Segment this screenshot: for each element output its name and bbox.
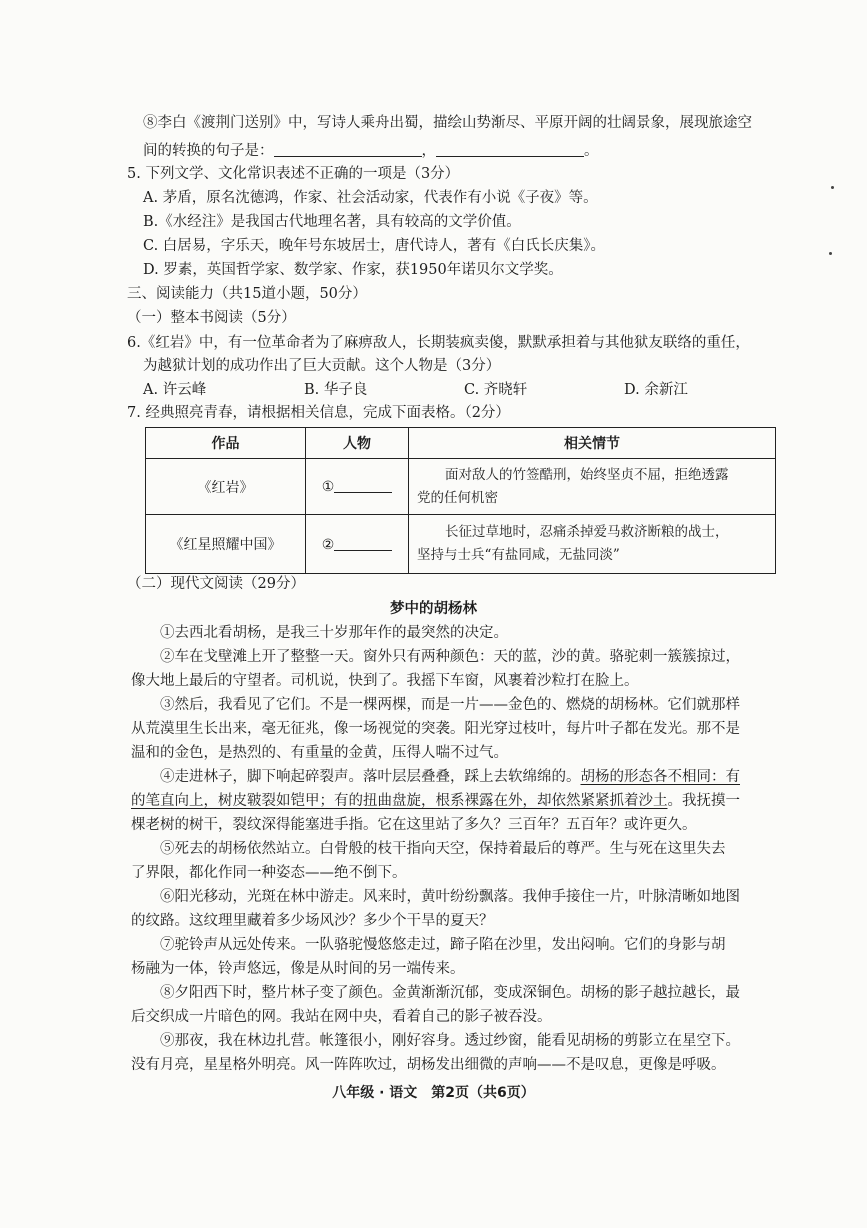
underlined-sentence: 胡杨的形态各不相同：有 <box>580 769 740 785</box>
q7-table <box>145 427 776 574</box>
q6-option-d: D. 余新江 <box>624 382 688 398</box>
q6-line2: 为越狱计划的成功作出了巨大贡献。这个人物是（3分） <box>143 358 501 374</box>
q5-option-a: A. 茅盾，原名沈德鸿，作家、社会活动家，代表作有小说《子夜》等。 <box>143 190 598 206</box>
q7-stem: 7. 经典照亮青春，请根据相关信息，完成下面表格。（2分） <box>127 405 510 421</box>
row2-person: ② <box>306 515 409 574</box>
para-5-line1: ⑤死去的胡杨依然站立。白骨般的枝干指向天空，保持着最后的尊严。生与死在这里失去 <box>160 841 726 857</box>
para-7-line1: ⑦驼铃声从远处传来。一队骆驼慢悠悠走过，蹄子陷在沙里，发出闷响。它们的身影与胡 <box>160 937 726 953</box>
part-2-heading: （二）现代文阅读（29分） <box>127 576 305 592</box>
para-3-line2: 从荒漠里生长出来，毫无征兆，像一场视觉的突袭。阳光穿过枝叶，每片叶子都在发光。那不是 <box>131 721 740 737</box>
q6-option-a: A. 许云峰 <box>143 382 207 398</box>
para-2-line2: 像大地上最后的守望者。司机说，快到了。我摇下车窗，风裹着沙粒打在脸上。 <box>131 673 639 689</box>
para-4-line2: 的笔直向上，树皮皲裂如铠甲；有的扭曲盘旋，根系裸露在外，却依然紧紧抓着沙土。我抚摸一 <box>131 793 740 809</box>
part-1-heading: （一）整本书阅读（5分） <box>127 310 296 326</box>
q5-option-b: B.《水经注》是我国古代地理名著，具有较高的文学价值。 <box>143 214 521 230</box>
para-4-line1: ④走进林子，脚下响起碎裂声。落叶层层叠叠，踩上去软绵绵的。胡杨的形态各不相同：有 <box>160 769 740 785</box>
para-6-line2: 的纹路。这纹理里藏着多少场风沙？多少个干旱的夏天？ <box>131 913 494 929</box>
col-header-person: 人物 <box>306 428 409 459</box>
row2-plot: 长征过草地时，忍痛杀掉爱马救济断粮的战士， 坚持与士兵“有盐同咸，无盐同淡” <box>409 515 776 574</box>
q5-option-c: C. 白居易，字乐天，晚年号东坡居士，唐代诗人，著有《白氏长庆集》。 <box>143 238 606 254</box>
row1-person: ① <box>306 459 409 515</box>
para-9-line2: 没有月亮，星星格外明亮。风一阵阵吹过，胡杨发出细微的声响——不是叹息，更像是呼吸。 <box>131 1057 726 1073</box>
article-title: 梦中的胡杨林 <box>390 601 477 617</box>
q4-item8-line1: ⑧李白《渡荆门送别》中，写诗人乘舟出蜀，描绘山势渐尽、平原开阔的壮阔景象，展现旅途空 <box>143 115 752 131</box>
para-4-line3: 棵老树的树干，裂纹深得能塞进手指。它在这里站了多久？三百年？五百年？或许更久。 <box>131 817 697 833</box>
answer-blank-2[interactable] <box>436 142 584 157</box>
table-row <box>146 515 776 574</box>
scan-dot <box>831 186 834 189</box>
para-3-line1: ③然后，我看见了它们。不是一棵两棵，而是一片——金色的、燃烧的胡杨林。它们就那样 <box>160 697 740 713</box>
col-header-plot: 相关情节 <box>409 428 776 459</box>
q4-item8-line2: 间的转换的句子是： ， 。 <box>143 143 599 159</box>
para-9-line1: ⑨那夜，我在林边扎营。帐篷很小，刚好容身。透过纱窗，能看见胡杨的剪影立在星空下。 <box>160 1033 740 1049</box>
row1-work: 《红岩》 <box>146 459 306 515</box>
para-5-line2: 了界限，都化作同一种姿态——绝不倒下。 <box>131 865 407 881</box>
q5-stem: 5. 下列文学、文化常识表述不正确的一项是（3分） <box>127 166 460 182</box>
para-8-line1: ⑧夕阳西下时，整片林子变了颜色。金黄渐渐沉郁，变成深铜色。胡杨的影子越拉越长，最 <box>160 985 740 1001</box>
page-footer: 八年级 · 语文 第2页（共6页） <box>332 1085 535 1101</box>
section-3-heading: 三、阅读能力（共15道小题，50分） <box>127 286 367 302</box>
q5-option-d: D. 罗素，英国哲学家、数学家、作家，获1950年诺贝尔文学奖。 <box>143 262 563 278</box>
para-3-line3: 温和的金色，是热烈的、有重量的金黄，压得人喘不过气。 <box>131 745 508 761</box>
para-2-line1: ②车在戈壁滩上开了整整一天。窗外只有两种颜色：天的蓝，沙的黄。骆驼刺一簇簇掠过， <box>160 649 740 665</box>
answer-blank-person-1[interactable] <box>334 478 392 493</box>
scan-dot <box>829 252 832 255</box>
para-1: ①去西北看胡杨，是我三十岁那年作的最突然的决定。 <box>160 625 508 641</box>
answer-blank-person-2[interactable] <box>334 536 392 551</box>
row1-plot: 面对敌人的竹签酷刑，始终坚贞不屈，拒绝透露 党的任何机密 <box>409 459 776 515</box>
col-header-work: 作品 <box>146 428 306 459</box>
para-7-line2: 杨融为一体，铃声悠远，像是从时间的另一端传来。 <box>131 961 465 977</box>
answer-blank-1[interactable] <box>274 142 422 157</box>
para-8-line2: 后交织成一片暗色的网。我站在网中央，看着自己的影子被吞没。 <box>131 1009 552 1025</box>
q6-option-c: C. 齐晓轩 <box>464 382 528 398</box>
row2-work: 《红星照耀中国》 <box>146 515 306 574</box>
q6-line1: 6.《红岩》中，有一位革命者为了麻痹敌人，长期装疯卖傻，默默承担着与其他狱友联络的重任， <box>127 335 750 351</box>
table-header-row <box>146 428 776 459</box>
table-row <box>146 459 776 515</box>
underlined-sentence: 的笔直向上，树皮皲裂如铠甲；有的扭曲盘旋，根系裸露在外，却依然紧紧抓着沙土 <box>131 793 668 809</box>
q6-option-b: B. 华子良 <box>304 382 368 398</box>
para-6-line1: ⑥阳光移动，光斑在林中游走。风来时，黄叶纷纷飘落。我伸手接住一片，叶脉清晰如地图 <box>160 889 740 905</box>
